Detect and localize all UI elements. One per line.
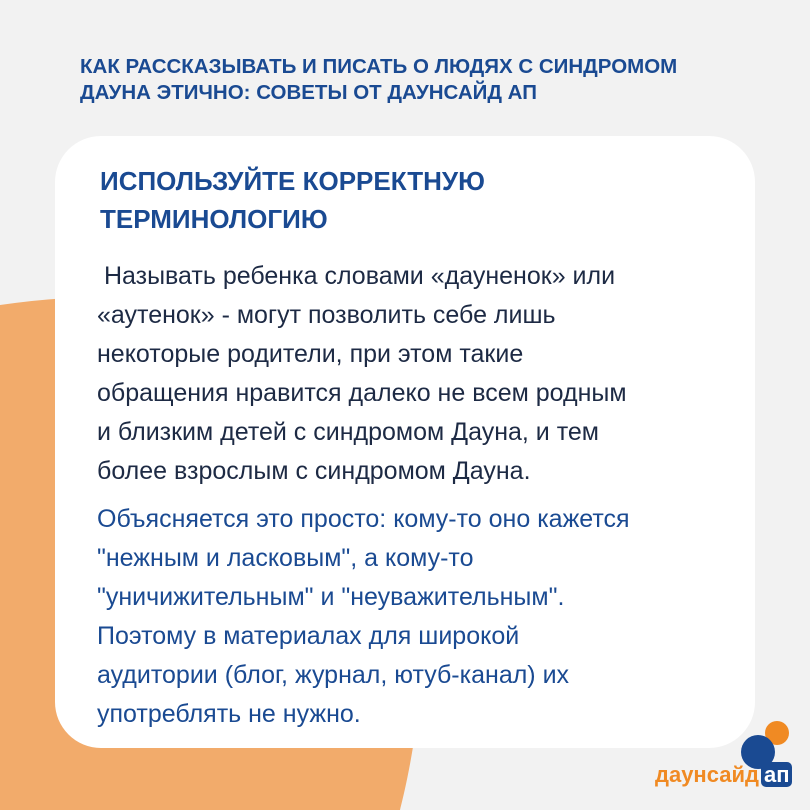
- downside-up-logo: [655, 717, 805, 803]
- paragraph-1-line: некоторые родители, при этом такие: [97, 340, 524, 368]
- content-card: [55, 136, 755, 748]
- page-title: [80, 54, 760, 106]
- card-heading: [100, 162, 700, 238]
- logo-text-accent: ап: [761, 762, 793, 787]
- card-heading-line-2: ТЕРМИНОЛОГИЮ: [100, 204, 328, 234]
- paragraph-1-line: «аутенок» - могут позволить себе лишь: [97, 301, 556, 329]
- card-heading-line-1: ИСПОЛЬЗУЙТЕ КОРРЕКТНУЮ: [100, 166, 485, 196]
- paragraph-2-line: "уничижительным" и "неуважительным".: [97, 583, 565, 611]
- paragraph-2-line: "нежным и ласковым", а кому-то: [97, 544, 474, 572]
- paragraph-1-line: более взрослым с синдромом Дауна.: [97, 457, 531, 485]
- paragraph-2-line: употреблять не нужно.: [97, 700, 361, 728]
- paragraph-1-line: и близким детей с синдромом Дауна, и тем: [97, 418, 599, 446]
- page-title-line-2: ДАУНА ЭТИЧНО: СОВЕТЫ ОТ ДАУНСАЙД АП: [80, 81, 537, 104]
- paragraph-1-line: обращения нравится далеко не всем родным: [97, 379, 627, 407]
- paragraph-1-line: Называть ребенка словами «дауненок» или: [97, 262, 616, 290]
- page-title-line-1: КАК РАССКАЗЫВАТЬ И ПИСАТЬ О ЛЮДЯХ С СИНДРОМОМ: [80, 55, 678, 78]
- logo-wordmark: [655, 761, 792, 789]
- paragraph-2: [97, 500, 737, 734]
- paragraph-2-line: аудитории (блог, журнал, ютуб-канал) их: [97, 661, 570, 689]
- paragraph-2-line: Поэтому в материалах для широкой: [97, 622, 520, 650]
- paragraph-2-line: Объясняется это просто: кому-то оно кажется: [97, 505, 630, 533]
- logo-text-main: даунсайд: [655, 762, 759, 787]
- paragraph-1: [97, 257, 737, 491]
